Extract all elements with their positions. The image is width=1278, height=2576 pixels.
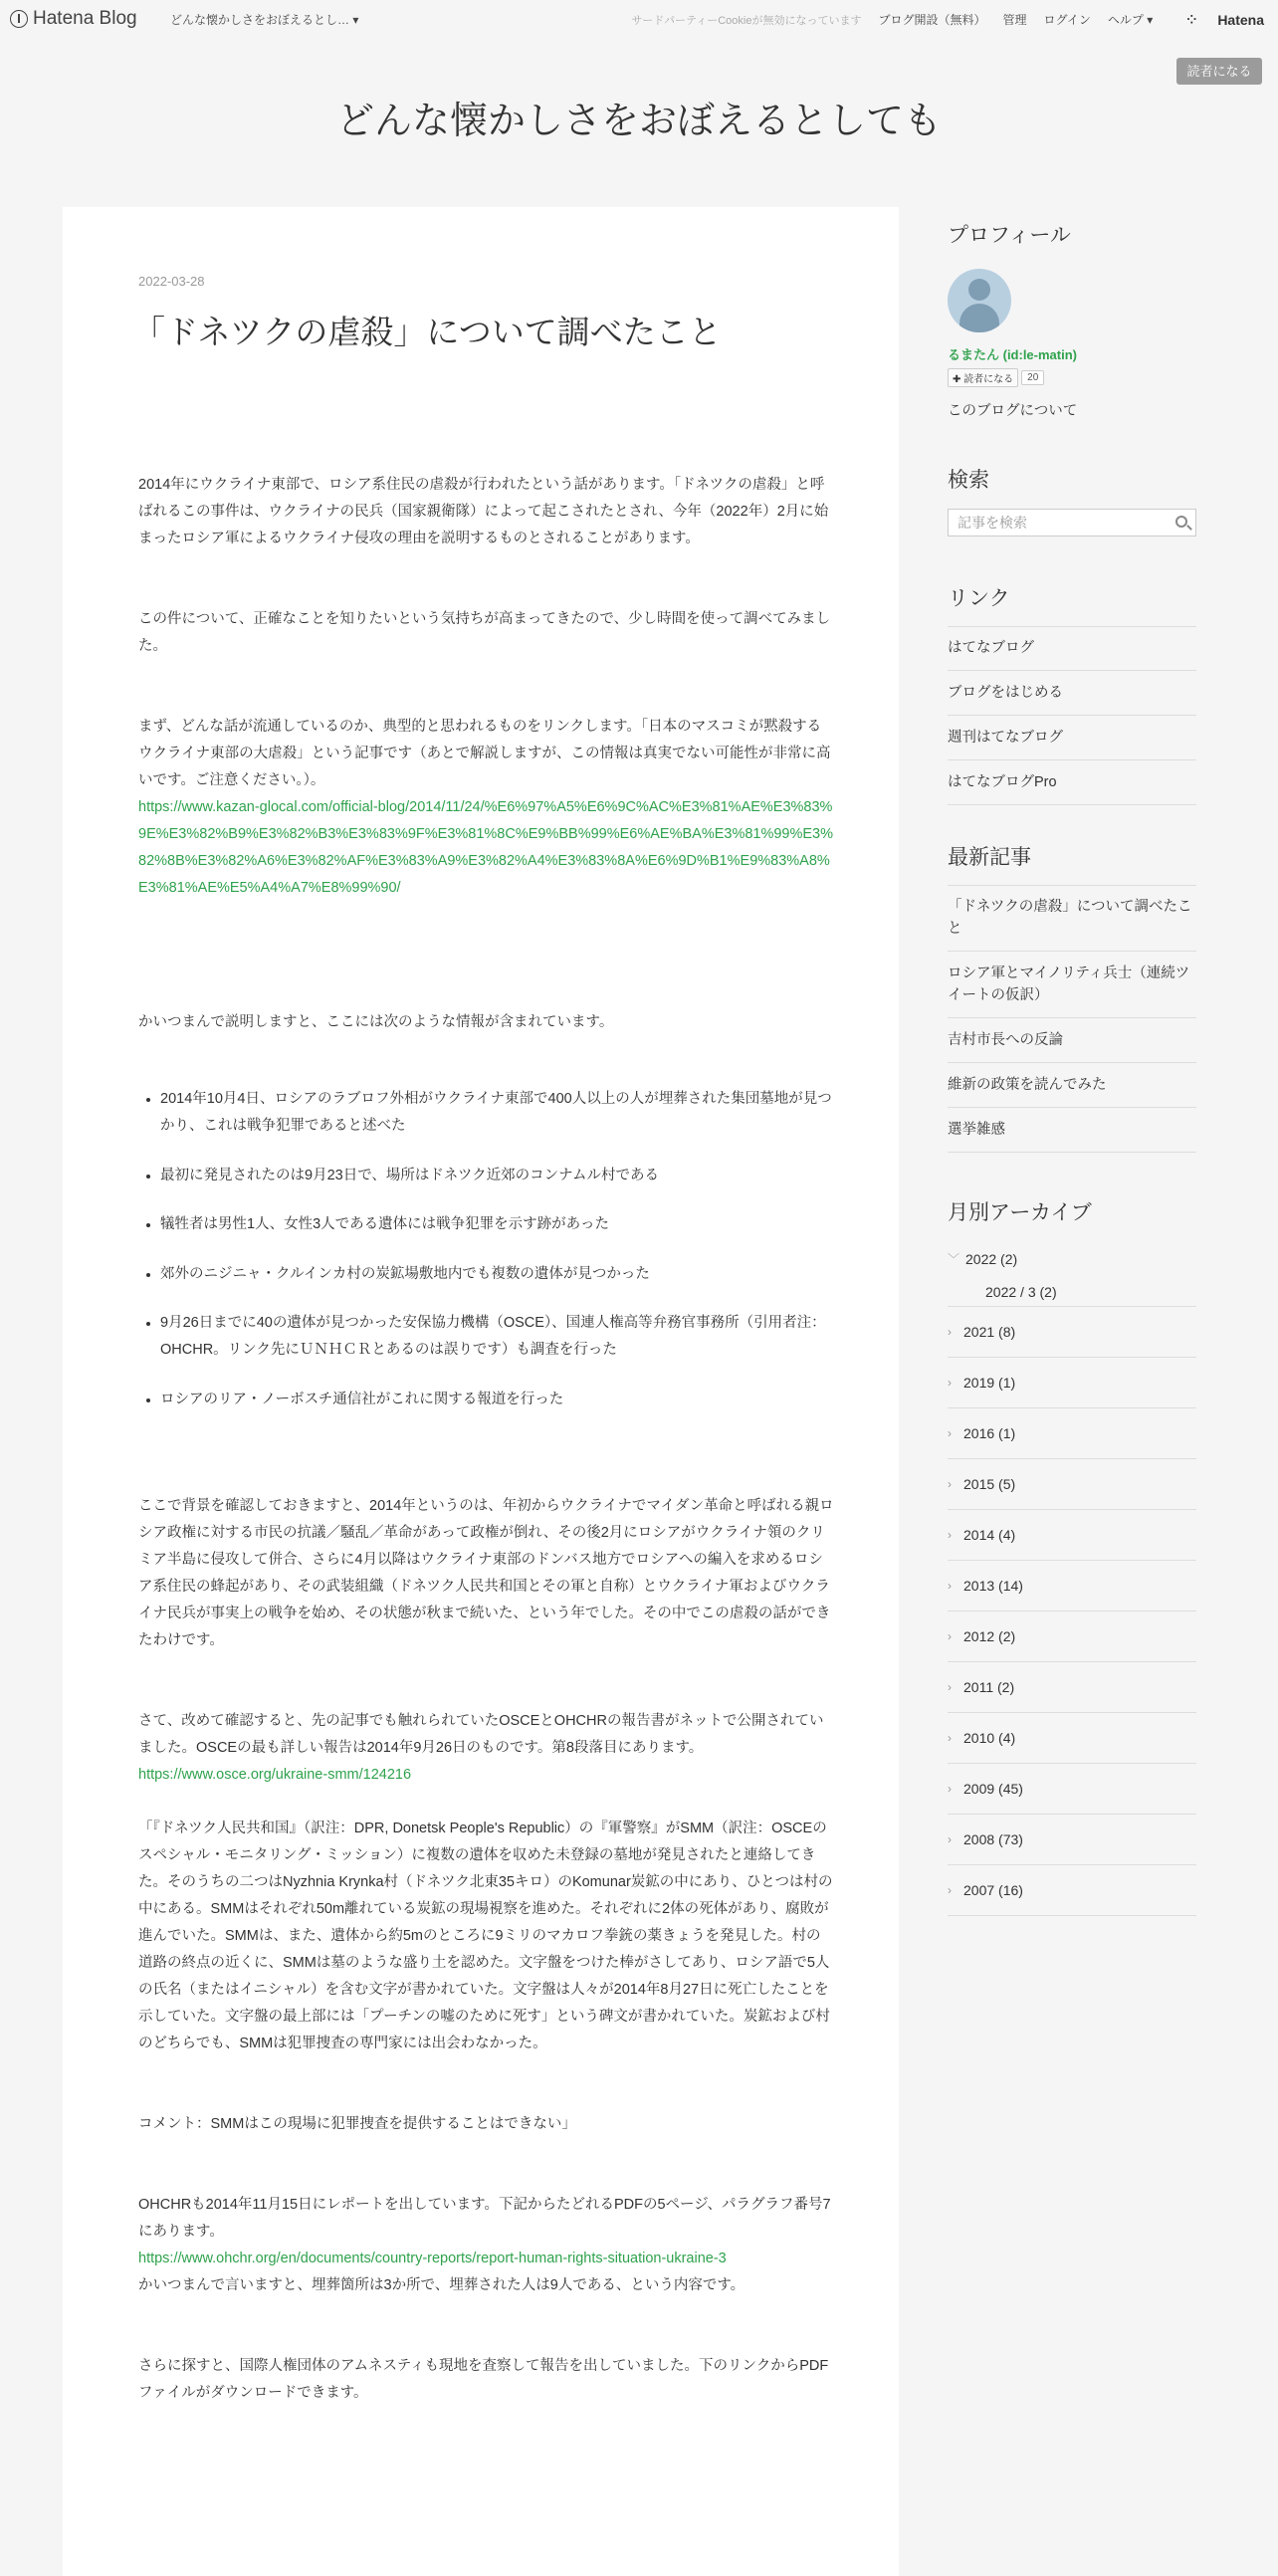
search-icon[interactable] xyxy=(1175,516,1187,528)
article-title[interactable]: 「ドネツクの虐殺」について調べたこと xyxy=(132,314,722,350)
archive-year-label: 2014 (4) xyxy=(963,1527,1016,1543)
list-item: • ロシアのリア・ノーボスチ通信社がこれに関する報道を行った xyxy=(160,1387,835,1413)
subscriber-count[interactable]: 20 xyxy=(1021,370,1044,385)
article-body xyxy=(138,472,835,2407)
profile-name[interactable]: るまたん (id:le-matin) xyxy=(948,347,1077,362)
archive-year-label: 2008 (73) xyxy=(963,1831,1023,1847)
hatena-logo-icon xyxy=(10,10,28,28)
archive-list xyxy=(948,1240,1196,1916)
links-list xyxy=(948,626,1196,805)
recent-entry[interactable]: 吉村市長への反論 xyxy=(948,1018,1196,1063)
list-item: • 最初に発見されたのは9月23日で、場所はドネツク近郊のコンナムル村である xyxy=(160,1163,835,1189)
link-osce[interactable]: https://www.osce.org/ukraine-smm/124216 xyxy=(138,1766,412,1783)
list-item: • 郊外のニジニャ・クルインカ村の炭鉱場敷地内でも複数の遺体が見つかった xyxy=(160,1261,835,1288)
sidebar-link[interactable]: ブログをはじめる xyxy=(948,671,1196,716)
hatena-blog-logo[interactable] xyxy=(10,8,137,30)
chevron-right-icon: › xyxy=(948,1528,952,1542)
archive-heading: 月別アーカイブ xyxy=(948,1201,1092,1224)
paragraph: 2014年にウクライナ東部で、ロシア系住民の虐殺が行われたという話があります。「ドネツクの虐殺」と呼ばれるこの事件は、ウクライナの民兵（国家親衛隊）によって起こされたとされ、今年（2022年）2月に始まったロシア軍によるウクライナ侵攻の理由を説明するものとされることがあります。 xyxy=(138,477,829,546)
link-kazan-glocal[interactable]: https://www.kazan-glocal.com/official-blog/2014/11/24/%E6%97%A5%E6%9C%AC%E3%81%AE%E3%83%9E%E3%82%B9%E3%82%B3%E3%83%9F%E3%81%8C%E9%BB%99%E6%AE%BA%E3%81%99%E3%82%8B%E3%82%A6%E3%82%AF%E3%83%A9%E3%82%A4%E3%83%8A%E6%9D%B1%E9%83%A8%E3%81%AE%E5%A4%A7%E8%99%90/ xyxy=(138,799,834,896)
sidebar xyxy=(948,219,1196,1916)
paragraph: かいつまんで言いますと、埋葬箇所は3か所で、埋葬された人は9人である、という内容です。 xyxy=(138,2276,746,2293)
quote-paragraph: コメント：SMMはこの現場に犯罪捜査を提供することはできない」 xyxy=(138,2115,576,2132)
archive-year[interactable] xyxy=(948,1815,1196,1865)
recent-entry[interactable]: 選挙雑感 xyxy=(948,1108,1196,1153)
profile-buttons xyxy=(948,368,1196,387)
archive-year-label: 2021 (8) xyxy=(963,1324,1016,1340)
article-date[interactable]: 2022-03-28 xyxy=(138,274,205,289)
login-link[interactable]: ログイン xyxy=(1043,13,1091,27)
paragraph: ここで背景を確認しておきますと、2014年というのは、年初からウクライナでマイダン革命と呼ばれる親ロシア政権に対する市民の抗議／騒乱／革命があって政権が倒れ、その後2月にロシアがウクライナ領のクリミア半島に侵攻して併合、さらに4月以降はウクライナ東部のドンバス地方でロシアへの編入を求めるロシア系住民の蜂起があり、その武装組織（ドネツク人民共和国とその軍と自称）とウクライナ軍およびウクライナ民兵が事実上の戦争を始め、その状態が秋まで続いた、という年でした。その中でこの虐殺の話ができたわけです。 xyxy=(138,1497,834,1648)
recent-heading: 最新記事 xyxy=(948,846,1031,869)
chevron-right-icon: › xyxy=(948,1325,952,1339)
hatena-dots-icon: ⁘ xyxy=(1186,12,1197,27)
archive-year[interactable] xyxy=(948,1358,1196,1408)
blog-menu[interactable]: どんな懐かしさをおぼえるとし… ▾ xyxy=(170,13,359,27)
link-ohchr[interactable]: https://www.ohchr.org/en/documents/country-reports/report-human-rights-situation-ukraine-3 xyxy=(138,2250,727,2266)
archive-year[interactable] xyxy=(948,1764,1196,1815)
chevron-right-icon: › xyxy=(948,1376,952,1390)
archive-year-label: 2015 (5) xyxy=(963,1476,1016,1492)
avatar-body-icon xyxy=(959,304,999,332)
paragraph: まず、どんな話が流通しているのか、典型的と思われるものをリンクします。「日本のマスコミが黙殺するウクライナ東部の大虐殺」という記事です（あとで解説しますが、この情報は真実でない可能性が非常に高いです。ご注意ください。）。 xyxy=(138,719,831,788)
blog-title[interactable]: どんな懐かしさをおぼえるとしても xyxy=(335,101,942,142)
archive-year-label: 2011 (2) xyxy=(963,1679,1015,1695)
archive-year-open[interactable] xyxy=(948,1240,1196,1277)
chevron-right-icon: › xyxy=(948,1731,952,1745)
archive-year[interactable] xyxy=(948,1611,1196,1662)
archive-year-label: 2009 (45) xyxy=(963,1781,1023,1797)
header-right-menu xyxy=(631,11,1264,28)
archive-year[interactable] xyxy=(948,1307,1196,1358)
archive-year-label: 2007 (16) xyxy=(963,1882,1023,1898)
article-card xyxy=(63,207,899,2576)
chevron-right-icon: › xyxy=(948,1629,952,1643)
archive-year-label: 2010 (4) xyxy=(963,1730,1016,1746)
profile-subscribe-label: 読者になる xyxy=(963,374,1014,385)
chevron-right-icon: › xyxy=(948,1883,952,1897)
archive-year[interactable] xyxy=(948,1459,1196,1510)
plus-icon: ✚ xyxy=(953,374,961,385)
links-heading: リンク xyxy=(948,587,1010,610)
paragraph: さて、改めて確認すると、先の記事でも触れられていたOSCEとOHCHRの報告書がネットで公開されていました。OSCEの最も詳しい報告は2014年9月26日のものです。第8段落目にあります。 xyxy=(138,1712,824,1756)
paragraph: さらに探すと、国際人権団体のアムネスティも現地を査察して報告を出していました。下のリンクからPDFファイルがダウンロードできます。 xyxy=(138,2357,829,2401)
quote-paragraph: 「『ドネツク人民共和国』（訳注：DPR, Donetsk People's Republic）の『軍警察』がSMM（訳注：OSCEのスペシャル・モニタリング・ミッション）に複数の遺体を収めた未登録の墓地が発見されたと連絡してきた。そのうちの二つはNyzhnia Krynka村（ドネツク北東35キロ）のKomunar炭鉱の中にあり、ひとつは村の中にある。SMMはそれぞれ50m離れている炭鉱の現場視察を進めた。それぞれに2体の死体があり、腐敗が進んでいた。SMMは、また、遺体から約5mのところに9ミリのマカロフ拳銃の薬きょうを発見した。村の道路の終点の近くに、SMMは墓のような盛り土を認めた。文字盤をつけた棒がさしてあり、ロシア語で5人の氏名（またはイニシャル）を含む文字が書かれていた。文字盤は人々が2014年8月27日に死亡したことを示していた。文字盤の最上部には「プーチンの嘘のために死す」という碑文が書かれていた。炭鉱および村のどちらでも、SMMは犯罪捜査の専門家には出会わなかった。 xyxy=(138,1820,833,2051)
profile-subscribe-button[interactable] xyxy=(948,368,1018,387)
chevron-right-icon: › xyxy=(948,1832,952,1846)
archive-year-label: 2013 (14) xyxy=(963,1578,1023,1594)
archive-year[interactable] xyxy=(948,1865,1196,1916)
hatena-menu[interactable] xyxy=(1170,12,1264,28)
archive-year[interactable] xyxy=(948,1662,1196,1713)
sidebar-link[interactable]: はてなブログPro xyxy=(948,760,1196,805)
archive-year[interactable] xyxy=(948,1561,1196,1611)
recent-list xyxy=(948,885,1196,1153)
help-menu[interactable]: ヘルプ ▾ xyxy=(1107,13,1154,27)
paragraph: OHCHRも2014年11月15日にレポートを出しています。下記からたどれるPDFの5ページ、パラグラフ番号7にあります。 xyxy=(138,2196,831,2240)
archive-year[interactable] xyxy=(948,1408,1196,1459)
profile-module xyxy=(948,219,1196,420)
profile-heading: プロフィール xyxy=(948,224,1071,247)
archive-module xyxy=(948,1196,1196,1916)
manage-link[interactable]: 管理 xyxy=(1002,13,1027,27)
hatena-label: Hatena xyxy=(1217,11,1264,28)
chevron-right-icon: › xyxy=(948,1579,952,1593)
archive-year[interactable] xyxy=(948,1510,1196,1561)
archive-year-label: 2012 (2) xyxy=(963,1628,1016,1644)
subscribe-button[interactable]: 読者になる xyxy=(1176,58,1262,85)
chevron-right-icon: › xyxy=(948,1426,952,1440)
archive-year-label: 2022 (2) xyxy=(965,1250,1018,1267)
list-item: • 犠牲者は男性1人、女性3人である遺体には戦争犯罪を示す跡があった xyxy=(160,1211,835,1238)
chevron-right-icon: › xyxy=(948,1477,952,1491)
recent-entry[interactable]: 維新の政策を読んでみた xyxy=(948,1063,1196,1108)
avatar-head-icon xyxy=(968,279,990,301)
chevron-right-icon: › xyxy=(948,1680,952,1694)
recent-module xyxy=(948,841,1196,1153)
summary-list xyxy=(138,1086,835,1413)
search-heading: 検索 xyxy=(948,469,989,492)
search-input[interactable] xyxy=(949,510,1158,536)
paragraph: かいつまんで説明しますと、ここには次のような情報が含まれています。 xyxy=(138,1014,614,1030)
chevron-right-icon: › xyxy=(948,1782,952,1796)
search-box xyxy=(948,509,1196,537)
list-item: • 2014年10月4日、ロシアのラブロフ外相がウクライナ東部で400人以上の人が埋葬された集団墓地が見つかり、これは戦争犯罪であると述べた xyxy=(160,1086,835,1140)
sidebar-link[interactable]: 週刊はてなブログ xyxy=(948,716,1196,760)
open-blog-link[interactable]: ブログ開設（無料） xyxy=(878,13,986,27)
links-module xyxy=(948,582,1196,805)
archive-month[interactable]: 2022 / 3 (2) xyxy=(948,1277,1196,1307)
search-module xyxy=(948,464,1196,537)
sidebar-link[interactable]: はてなブログ xyxy=(948,627,1196,671)
list-item: • 9月26日までに40の遺体が見つかった安保協力機構（OSCE）、国連人権高等弁務官事務所（引用者注：OHCHR。リンク先にＵＮＨＣＲとあるのは誤りです）も調査を行った xyxy=(160,1310,835,1364)
cookie-notice[interactable]: サードパーティーCookieが無効になっています xyxy=(631,14,862,27)
paragraph: この件について、正確なことを知りたいという気持ちが高まってきたので、少し時間を使って調べてみました。 xyxy=(138,611,831,654)
archive-year-label: 2019 (1) xyxy=(963,1375,1016,1391)
recent-entry[interactable]: ロシア軍とマイノリティ兵士（連続ツイートの仮訳） xyxy=(948,952,1196,1018)
archive-year-label: 2016 (1) xyxy=(963,1425,1016,1441)
avatar[interactable] xyxy=(948,269,1011,332)
chevron-down-icon: ﹀ xyxy=(948,1252,960,1266)
about-blog-link[interactable]: このブログについて xyxy=(948,403,1078,419)
global-header xyxy=(0,0,1278,36)
logo-text: Hatena Blog xyxy=(33,8,137,29)
recent-entry[interactable]: 「ドネツクの虐殺」について調べたこと xyxy=(948,886,1196,952)
archive-year[interactable] xyxy=(948,1713,1196,1764)
